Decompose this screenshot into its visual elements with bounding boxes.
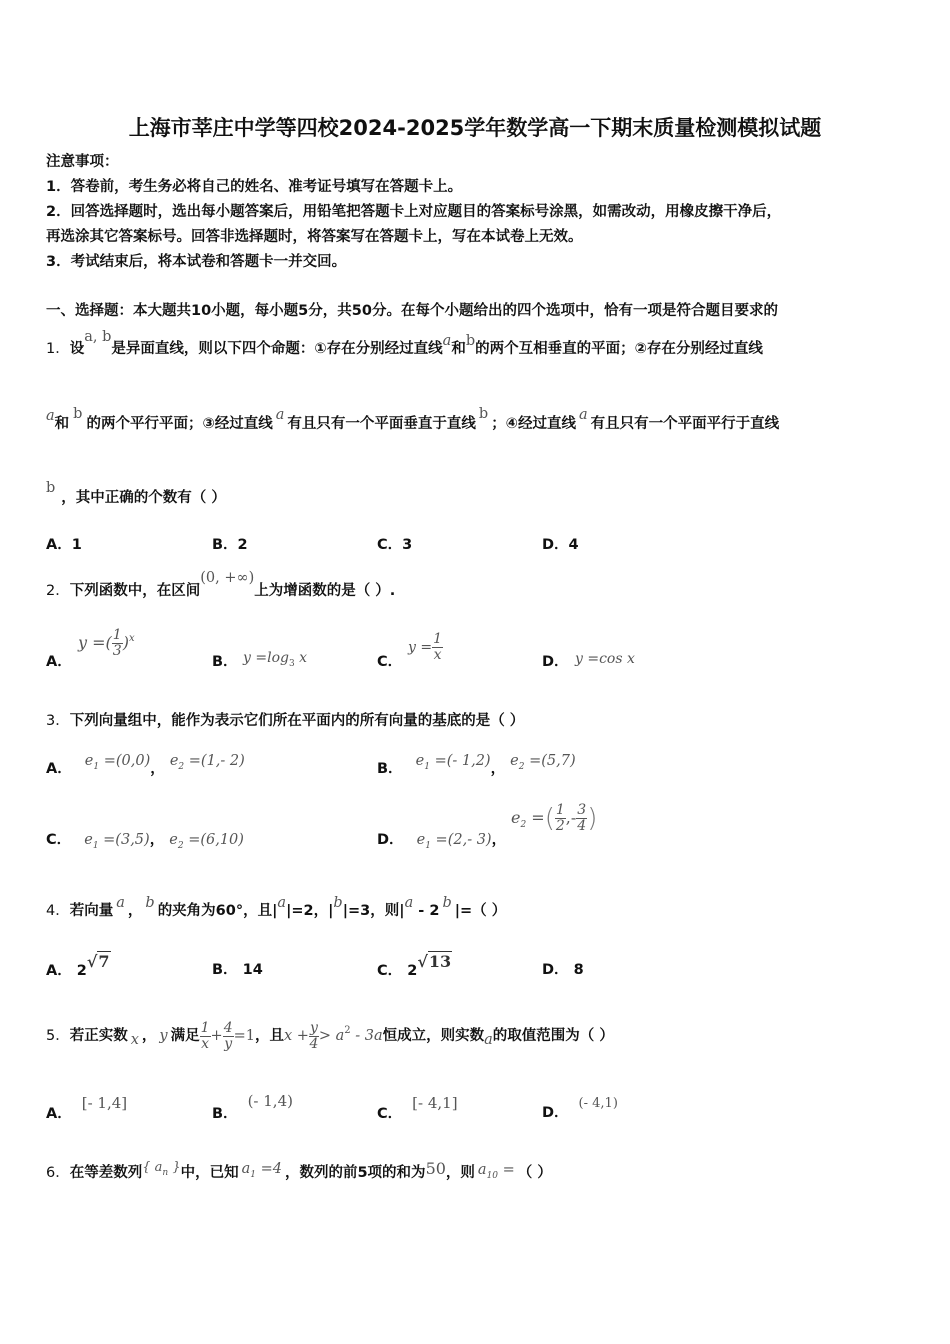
option-c: C． $e_1 =(3,5)$， $e_2 =(6,10)$ [46, 832, 244, 851]
option-c: C． 2√13 [377, 952, 452, 979]
option-b: B． 14 [212, 962, 263, 978]
option-b: B． [212, 654, 238, 670]
question-number: 1． [46, 341, 70, 357]
option-c: C．[- 4,1] [377, 1094, 458, 1122]
page-title: 上海市莘庄中学等四校2024-2025学年数学高一下期末质量检测模拟试题 [128, 116, 822, 140]
formula-d-vector: $e_2$ =( $\frac{1}{2}$ ,- $\frac{3}{4}$ ) [511, 802, 598, 834]
option-a: A．[- 1,4] [46, 1094, 128, 1122]
option-d: D． $e_1 =(2,-$ 3)， [377, 832, 507, 851]
option-b: B．(- 1,4) [212, 1092, 293, 1122]
option-d: D． [542, 654, 569, 670]
option-c: C．3 [377, 537, 413, 553]
question-3: 3．下列向量组中，能作为表示它们所在平面内的所有向量的基底的是（ ） [46, 713, 525, 729]
option-a: A． [46, 654, 72, 670]
option-b: B．2 [212, 537, 248, 553]
formula-b: $y =\log_3$ x [243, 650, 308, 669]
question-6: 6．在等差数列{ $a_n$ }中，已知 $a_1 =4$ ，数列的前5项的和为50，则 $a_{10}$ = （ ） [46, 1159, 552, 1181]
option-a: A． $e_1 =(0,0)$， $e_2 =(1,-$ 2) [46, 753, 245, 777]
option-a: A．1 [46, 537, 82, 553]
notice-item: 3．考试结束后，将本试卷和答题卡一并交回。 [46, 254, 347, 270]
option-a: A． 2√7 [46, 952, 110, 979]
notice-item: 1．答卷前，考生务必将自己的姓名、准考证号填写在答题卡上。 [46, 179, 463, 195]
option-d: D． 8 [542, 962, 584, 978]
question-1-line3: b，其中正确的个数有（ ） [46, 480, 226, 506]
question-2: 2．下列函数中，在区间(0, +∞)上为增函数的是（ ）. [46, 570, 396, 599]
notice-item: 再选涂其它答案标号。回答非选择题时，将答案写在答题卡上，写在本试卷上无效。 [46, 229, 583, 245]
option-c: C． [377, 654, 403, 670]
section-heading: 一、选择题：本大题共10小题，每小题5分，共50分。在每个小题给出的四个选项中，恰有一项是符合题目要求的 [46, 303, 778, 319]
option-b: B． $e_1$ =(- 1,2)， $e_2 =(5,7)$ [377, 753, 576, 777]
question-4: 4．若向量 a ， b 的夹角为60°，且|a|=2，|b|=3，则|a - 2 b |=（ ） [46, 895, 507, 919]
formula-d: y =cos x [575, 651, 635, 667]
question-1-line1: 1．设a, b是异面直线，则以下四个命题：①存在分别经过直线a和b的两个互相垂直的平面；②存在分别经过直线 [46, 329, 763, 357]
question-1-line2: a和b的两个平行平面；③经过直线a有且只有一个平面垂直于直线b；④经过直线a有且只有一个平面平行于直线 [46, 406, 780, 432]
question-5: 5．若正实数 x ， y 满足 $\frac{1}{x}$ + $\frac{4}{y}$ =1，且x + $\frac{y}{4}$ > $a^2 - 3a$恒成立，则实数a的取值范围为（ ） [46, 1019, 614, 1052]
option-d: D．4 [542, 537, 579, 553]
notice-heading: 注意事项： [46, 154, 119, 170]
option-d: D．(- 4,1) [542, 1096, 618, 1121]
formula-a: y =( $\frac{1}{3}$ )$^x$ [78, 627, 135, 659]
notice-item: 2．回答选择题时，选出每小题答案后，用铅笔把答题卡上对应题目的答案标号涂黑，如需改动，用橡皮擦干净后， [46, 204, 782, 220]
formula-c: y = $\frac{1}{x}$ [408, 631, 443, 663]
